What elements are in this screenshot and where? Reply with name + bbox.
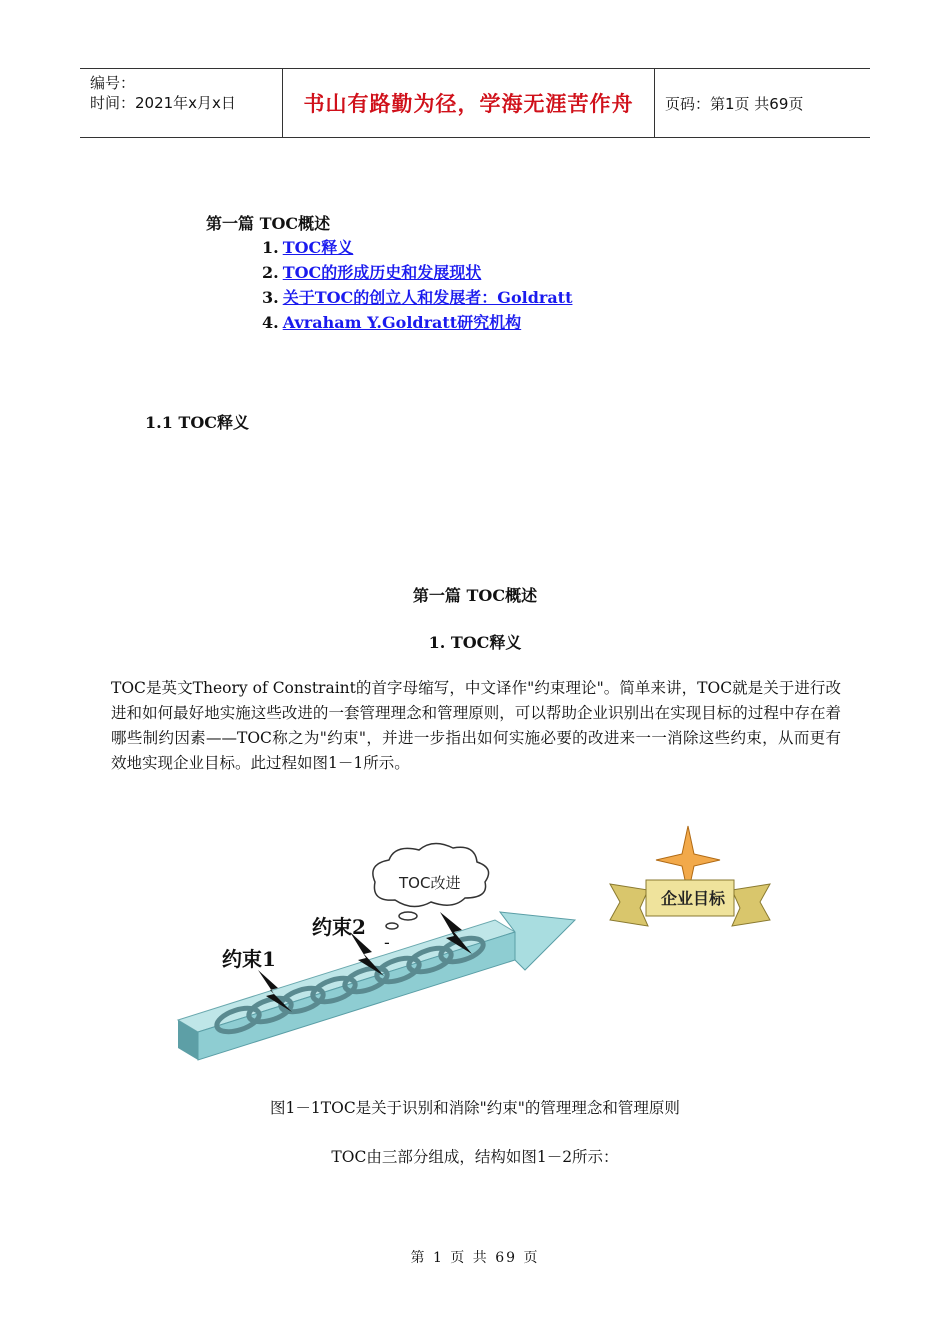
toc-item (262, 260, 572, 285)
toc-item-number: 2. (262, 263, 279, 282)
toc-list (262, 235, 572, 335)
toc-link[interactable]: Avraham Y.Goldratt研究机构 (282, 313, 522, 332)
header-page-code: 页码：第1页 共69页 (665, 94, 804, 113)
chapter-title: 1. TOC释义 (428, 633, 522, 652)
toc-title: 第一篇 TOC概述 (206, 214, 331, 233)
constraint-1-label: 约束1 (222, 947, 276, 971)
figure-constraint-chain (170, 820, 790, 1070)
page-footer: 第 1 页 共 69 页 (410, 1250, 540, 1266)
structure-intro: TOC由三部分组成，结构如图1－2所示： (331, 1148, 619, 1166)
toc-link[interactable]: TOC的形成历史和发展现状 (282, 263, 482, 282)
section-heading: 1.1 TOC释义 (145, 413, 249, 432)
header-motto: 书山有路勤为径，学海无涯苦作舟 (282, 69, 655, 137)
toc-link[interactable]: 关于TOC的创立人和发展者：Goldratt (282, 288, 573, 307)
toc-item-number: 3. (262, 288, 279, 307)
part-title: 第一篇 TOC概述 (412, 586, 538, 605)
constraint-2-label: 约束2 (312, 915, 366, 939)
toc-item (262, 285, 572, 310)
toc-link[interactable]: TOC释义 (282, 238, 354, 257)
date-label: 时间：2021年x月x日 (90, 94, 236, 112)
cloud-label: TOC改进 (399, 874, 461, 892)
header-meta (80, 69, 282, 137)
number-label: 编号： (90, 74, 136, 92)
toc-item (262, 310, 572, 335)
toc-item-number: 1. (262, 238, 279, 257)
body-paragraph: TOC是英文Theory of Constraint的首字母缩写，中文译作"约束理论"。简单来讲，TOC就是关于进行改进和如何最好地实施这些改进的一套管理理念和管理原则，可以帮助企业识别出在实现目标的过程中存在着哪些制约因素——TOC称之为"约束"，并进一步指出如何实施必要的改进来一一消除这些约束，从而更有效地实现企业目标。此过程如图1－1所示。 (111, 679, 841, 772)
dash-mark: - (384, 933, 390, 952)
page-header (80, 68, 870, 138)
figure-svg (170, 820, 790, 1070)
goal-label: 企业目标 (661, 889, 726, 908)
figure-caption: 图1－1TOC是关于识别和消除"约束"的管理理念和管理原则 (270, 1099, 680, 1117)
toc-item (262, 235, 572, 260)
toc-item-number: 4. (262, 313, 279, 332)
